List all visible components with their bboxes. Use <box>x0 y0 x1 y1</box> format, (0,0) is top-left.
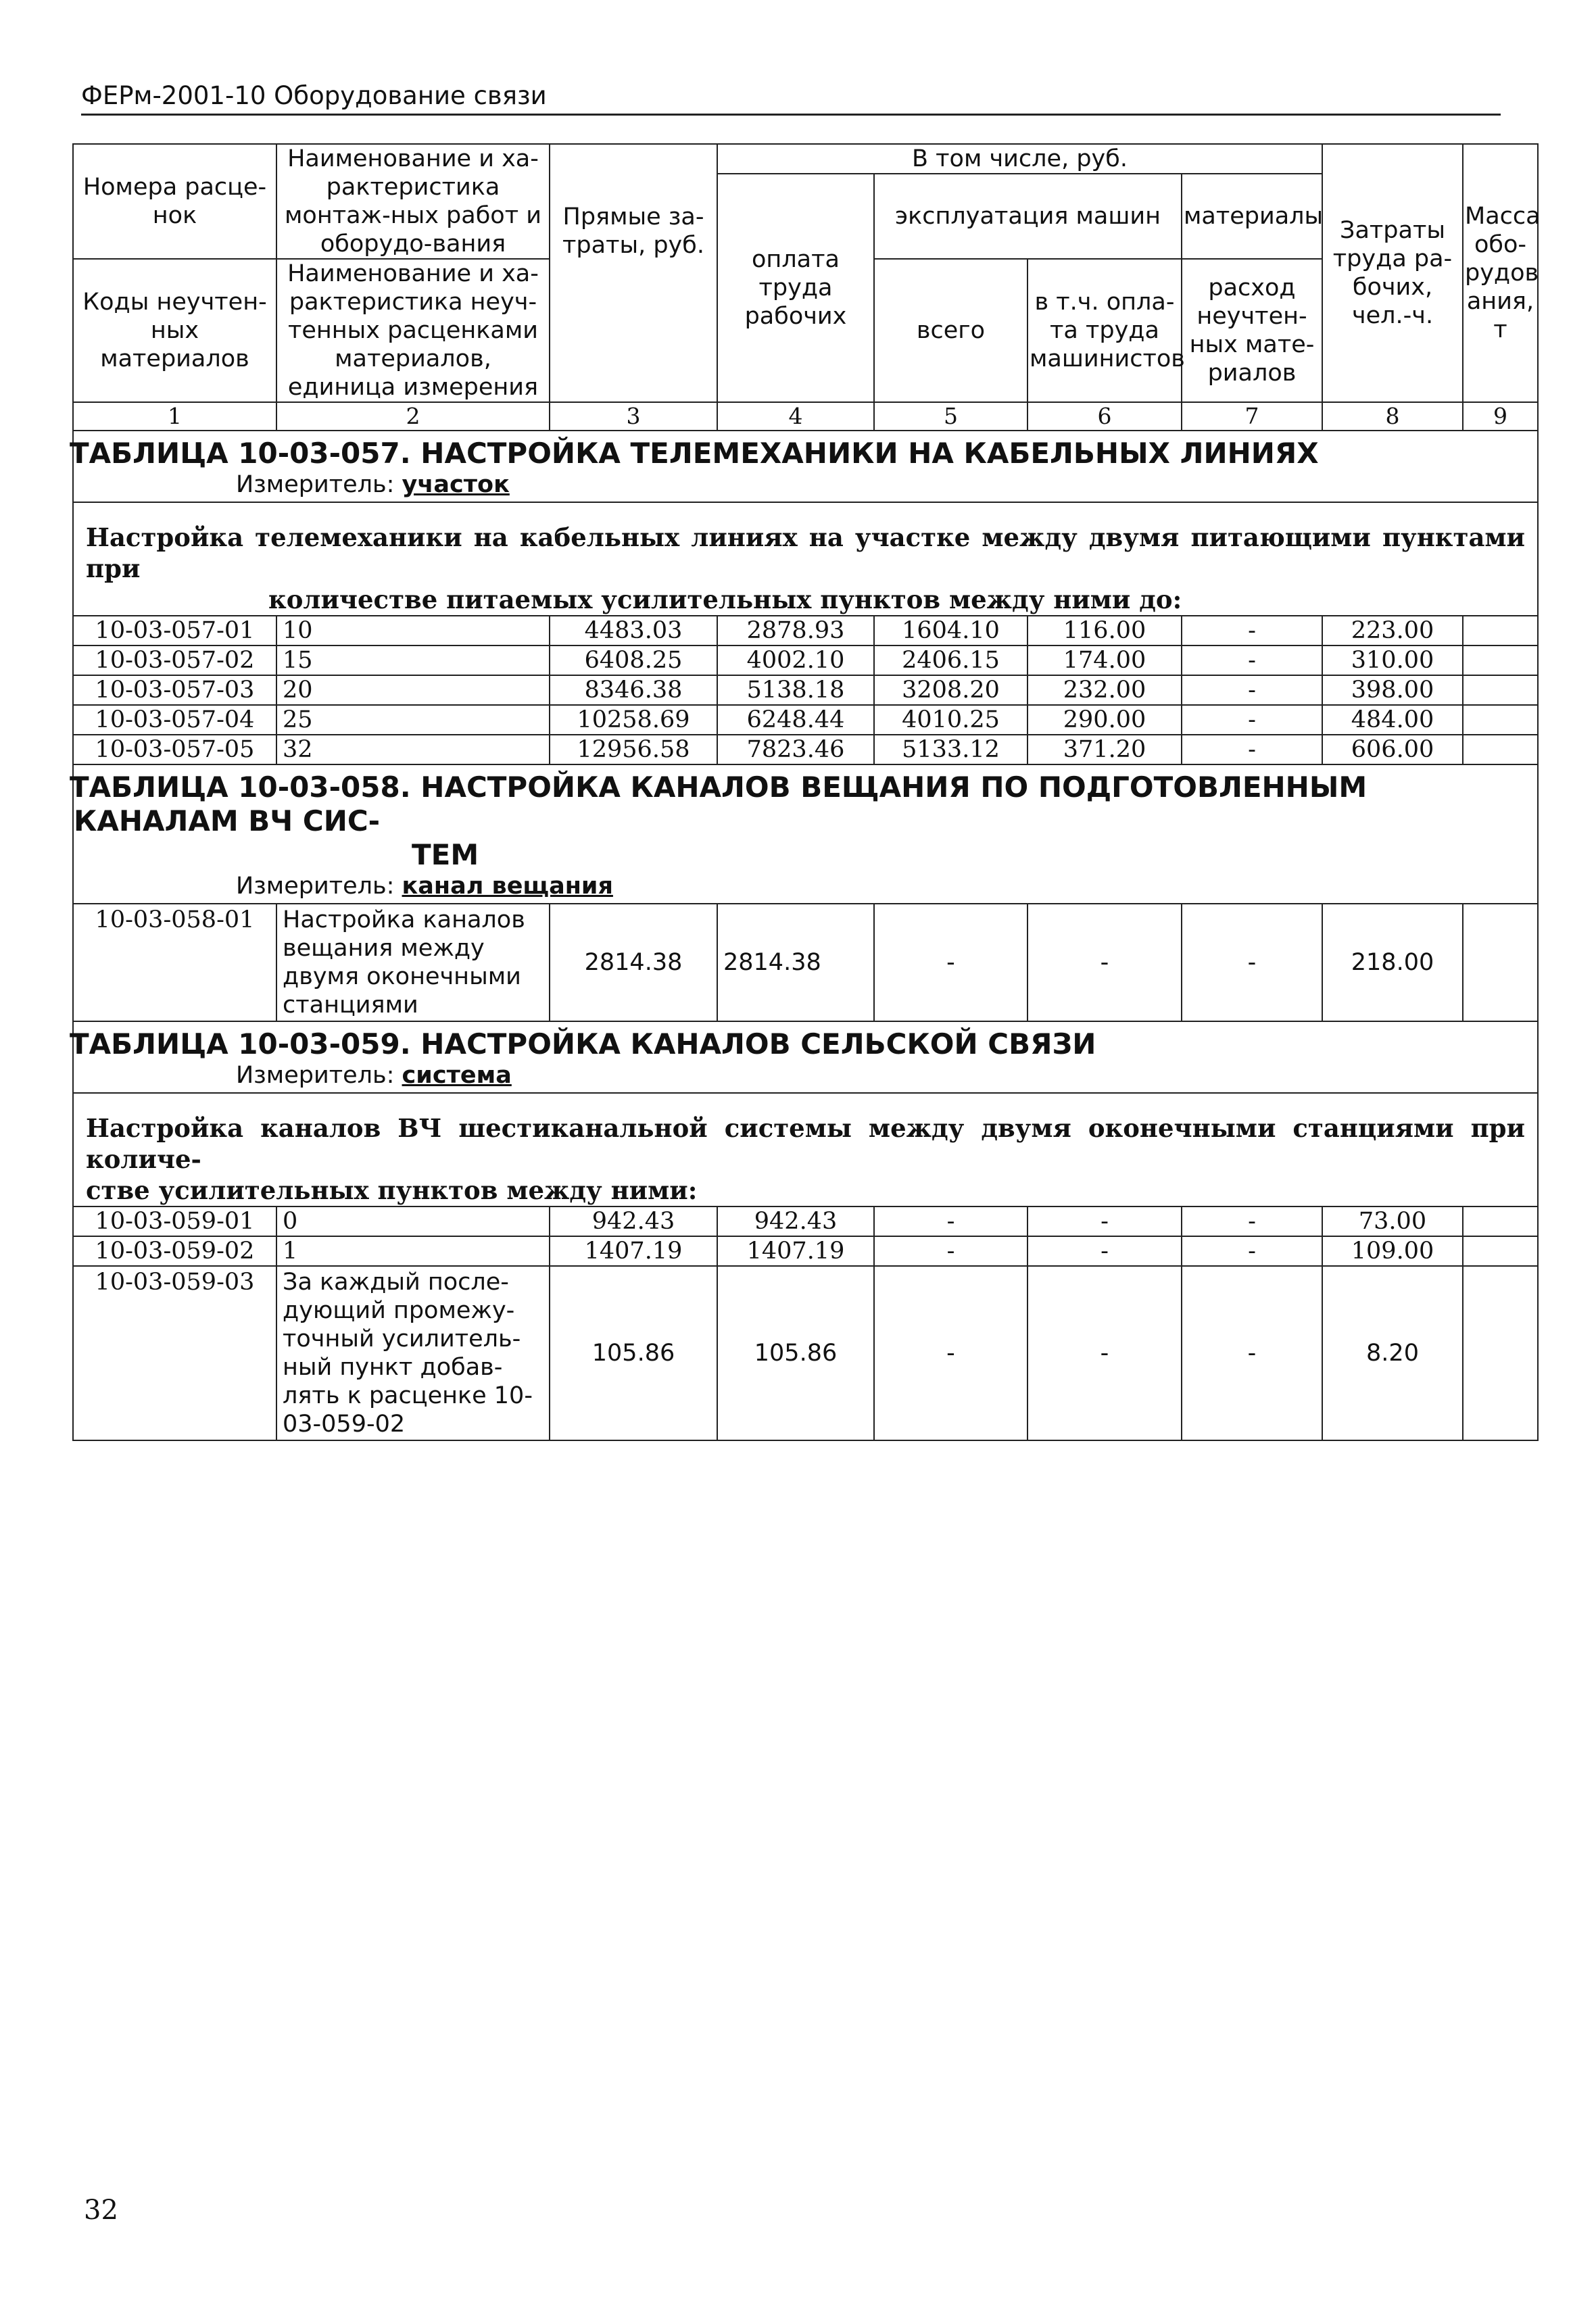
col-labor-header: Затраты труда ра-бочих, чел.-ч. <box>1322 144 1463 402</box>
table-058-meter: Измеритель: канал вещания <box>73 872 1538 904</box>
col-number: 8 <box>1322 402 1463 431</box>
col-machines-header: эксплуатация машин <box>874 174 1182 259</box>
col-number: 1 <box>73 402 276 431</box>
table-057-title: ТАБЛИЦА 10-03-057. НАСТРОЙКА ТЕЛЕМЕХАНИКИ НА КАБЕЛЬНЫХ ЛИНИЯХ <box>73 431 1538 470</box>
page-number: 32 <box>84 2195 118 2226</box>
column-numbers-row <box>73 402 1538 431</box>
col-wage-header: оплата труда рабочих <box>717 174 874 402</box>
col-materials-usage-header: расход неучтен-ных мате-риалов <box>1182 259 1322 402</box>
col-mass-header: Масса обо-рудов ания, т <box>1463 144 1538 402</box>
table-057-meter: Измеритель: участок <box>73 470 1538 502</box>
table-row: 10-03-057-01 10 4483.03 2878.93 1604.10 116.00 - 223.00 <box>73 616 1538 645</box>
col-materials-header: материалы <box>1182 174 1322 259</box>
table-row: 10-03-058-01 Настройка каналов вещания между двумя оконечными станциями 2814.38 2814.38 - - - 218.00 <box>73 904 1538 1021</box>
table-row: 10-03-059-01 0 942.43 942.43 - - - 73.00 <box>73 1207 1538 1236</box>
col-number: 2 <box>276 402 550 431</box>
table-059-title: ТАБЛИЦА 10-03-059. НАСТРОЙКА КАНАЛОВ СЕЛЬСКОЙ СВЯЗИ <box>73 1021 1538 1061</box>
table-057-group-heading: Настройка телемеханики на кабельных линиях на участке между двумя питающими пунктами при количестве питаемых усилительных пунктов между ними до: <box>73 502 1538 616</box>
col-work-name-header: Наименование и ха-рактеристика монтаж-ных работ и оборудо-вания <box>276 144 550 259</box>
col-material-codes-header: Коды неучтен-ных материалов <box>73 259 276 402</box>
table-058-title: ТАБЛИЦА 10-03-058. НАСТРОЙКА КАНАЛОВ ВЕЩАНИЯ ПО ПОДГОТОВЛЕННЫМ КАНАЛАМ ВЧ СИС- ТЕМ <box>73 764 1538 872</box>
col-machinist-wage-header: в т.ч. опла-та труда машинистов <box>1027 259 1182 402</box>
col-machines-total-header: всего <box>874 259 1027 402</box>
table-row: 10-03-059-03 За каждый после-дующий промежу-точный усилитель-ный пункт добав-лять к расценке 10-03-059-02 105.86 105.86 - - - 8.20 <box>73 1266 1538 1440</box>
table-row: 10-03-057-04 25 10258.69 6248.44 4010.25 290.00 - 484.00 <box>73 705 1538 735</box>
table-row: 10-03-057-03 20 8346.38 5138.18 3208.20 232.00 - 398.00 <box>73 675 1538 705</box>
col-number: 3 <box>550 402 717 431</box>
col-number: 5 <box>874 402 1027 431</box>
col-number: 6 <box>1027 402 1182 431</box>
col-rate-number-header: Номера расце-нок <box>73 144 276 259</box>
col-number: 9 <box>1463 402 1538 431</box>
col-number: 4 <box>717 402 874 431</box>
table-row: 10-03-057-05 32 12956.58 7823.46 5133.12 371.20 - 606.00 <box>73 735 1538 764</box>
running-header: ФЕРм-2001-10 Оборудование связи <box>81 80 1501 116</box>
table-059-group-heading: Настройка каналов ВЧ шестиканальной системы между двумя оконечными станциями при количе- стве усилительных пунктов между ними: <box>73 1093 1538 1207</box>
table-row: 10-03-057-02 15 6408.25 4002.10 2406.15 174.00 - 310.00 <box>73 645 1538 675</box>
rates-table <box>72 143 1539 1441</box>
col-including-header: В том числе, руб. <box>717 144 1322 174</box>
col-material-name-header: Наименование и ха-рактеристика неуч-тенных расценками материалов, единица измерения <box>276 259 550 402</box>
table-row: 10-03-059-02 1 1407.19 1407.19 - - - 109.00 <box>73 1236 1538 1266</box>
col-direct-costs-header: Прямые за-траты, руб. <box>550 144 717 402</box>
col-number: 7 <box>1182 402 1322 431</box>
table-059-meter: Измеритель: система <box>73 1061 1538 1093</box>
